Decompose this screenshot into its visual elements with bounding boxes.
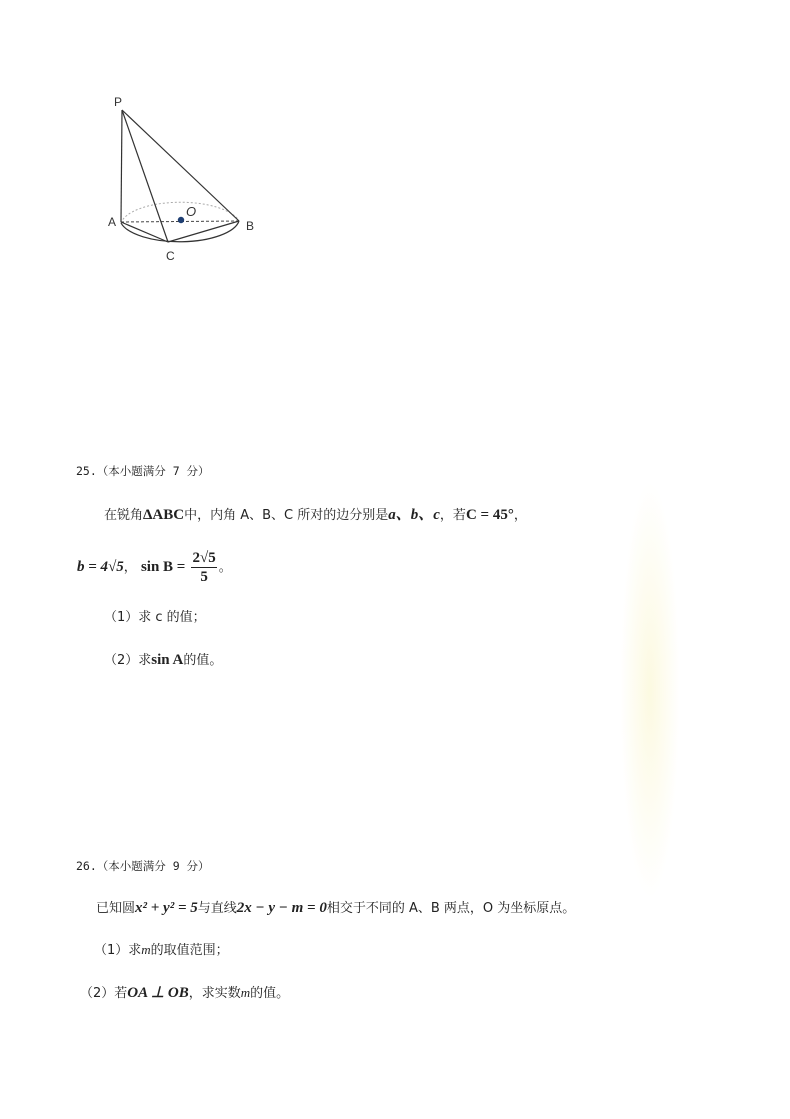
q26-part2-condition: OA ⊥ OB (127, 985, 189, 1001)
label-p: P (114, 95, 123, 109)
q25-heading: 25.（本小题满分 7 分） (76, 464, 210, 478)
q25-stem-if: ，若 (439, 508, 466, 523)
q25-sinb-lhs: sin B = (140, 559, 186, 575)
cone-diagram (100, 88, 270, 268)
q26-stem (96, 898, 575, 919)
q25-part2-prefix: （2）求 (104, 653, 152, 668)
q25-sinb-numerator: 2√5 (192, 550, 216, 566)
q25-part2-expr: sin A (151, 652, 184, 668)
q25-comma1: ， (513, 508, 527, 523)
q26-stem-intro: 已知圆 (96, 901, 136, 916)
q26-part2-prefix: （2）若 (80, 986, 128, 1001)
q26-part2-suffix: 的值。 (250, 986, 290, 1001)
q25-comma2: ， (123, 560, 137, 575)
q26-stem-end: 相交于不同的 A、B 两点，O 为坐标原点。 (326, 901, 576, 916)
edge-ac (121, 222, 168, 242)
q25-part2-suffix: 的值。 (183, 653, 223, 668)
q26-part1-var: m (141, 942, 151, 957)
paper-stain (620, 480, 680, 900)
q26-part1-suffix: 的取值范围； (150, 943, 229, 958)
label-o: O (186, 204, 197, 219)
label-a: A (108, 215, 117, 229)
q25-stem-intro: 在锐角 (104, 508, 144, 523)
q25-period: 。 (218, 560, 232, 575)
q26-heading: 26.（本小题满分 9 分） (76, 859, 210, 873)
q25-condition-c: C = 45° (465, 507, 514, 523)
q25-stem-line2 (77, 549, 232, 586)
q26-circle-equation: x² + y² = 5 (135, 900, 198, 916)
q25-stem-mid: 中，内角 A、B、C 所对的边分别是 (184, 508, 389, 523)
edge-pb (122, 110, 239, 221)
q25-part2 (104, 650, 222, 671)
q26-part2 (80, 983, 289, 1004)
label-b: B (246, 219, 255, 233)
q25-sides: a、b、c (388, 507, 440, 523)
q26-part1-prefix: （1）求 (94, 943, 142, 958)
q26-part2-var: m (240, 985, 251, 1000)
q25-sinb-fraction (191, 549, 216, 586)
q26-line-equation: 2x − y − m = 0 (236, 900, 327, 916)
cone-figure (100, 88, 270, 268)
q26-part1 (94, 940, 229, 961)
center-point-o (178, 217, 184, 223)
q25-part1: （1）求 c 的值； (104, 610, 206, 625)
q25-triangle: ΔABC (143, 507, 185, 523)
q25-sinb-denominator: 5 (200, 569, 208, 585)
q26-stem-mid: 与直线 (197, 901, 237, 916)
q25-stem-line1 (104, 505, 527, 526)
label-c: C (166, 249, 175, 263)
edge-pa (121, 110, 122, 222)
q25-b-value: b = 4√5 (77, 559, 124, 575)
q26-part2-mid: ，求实数 (188, 986, 241, 1001)
